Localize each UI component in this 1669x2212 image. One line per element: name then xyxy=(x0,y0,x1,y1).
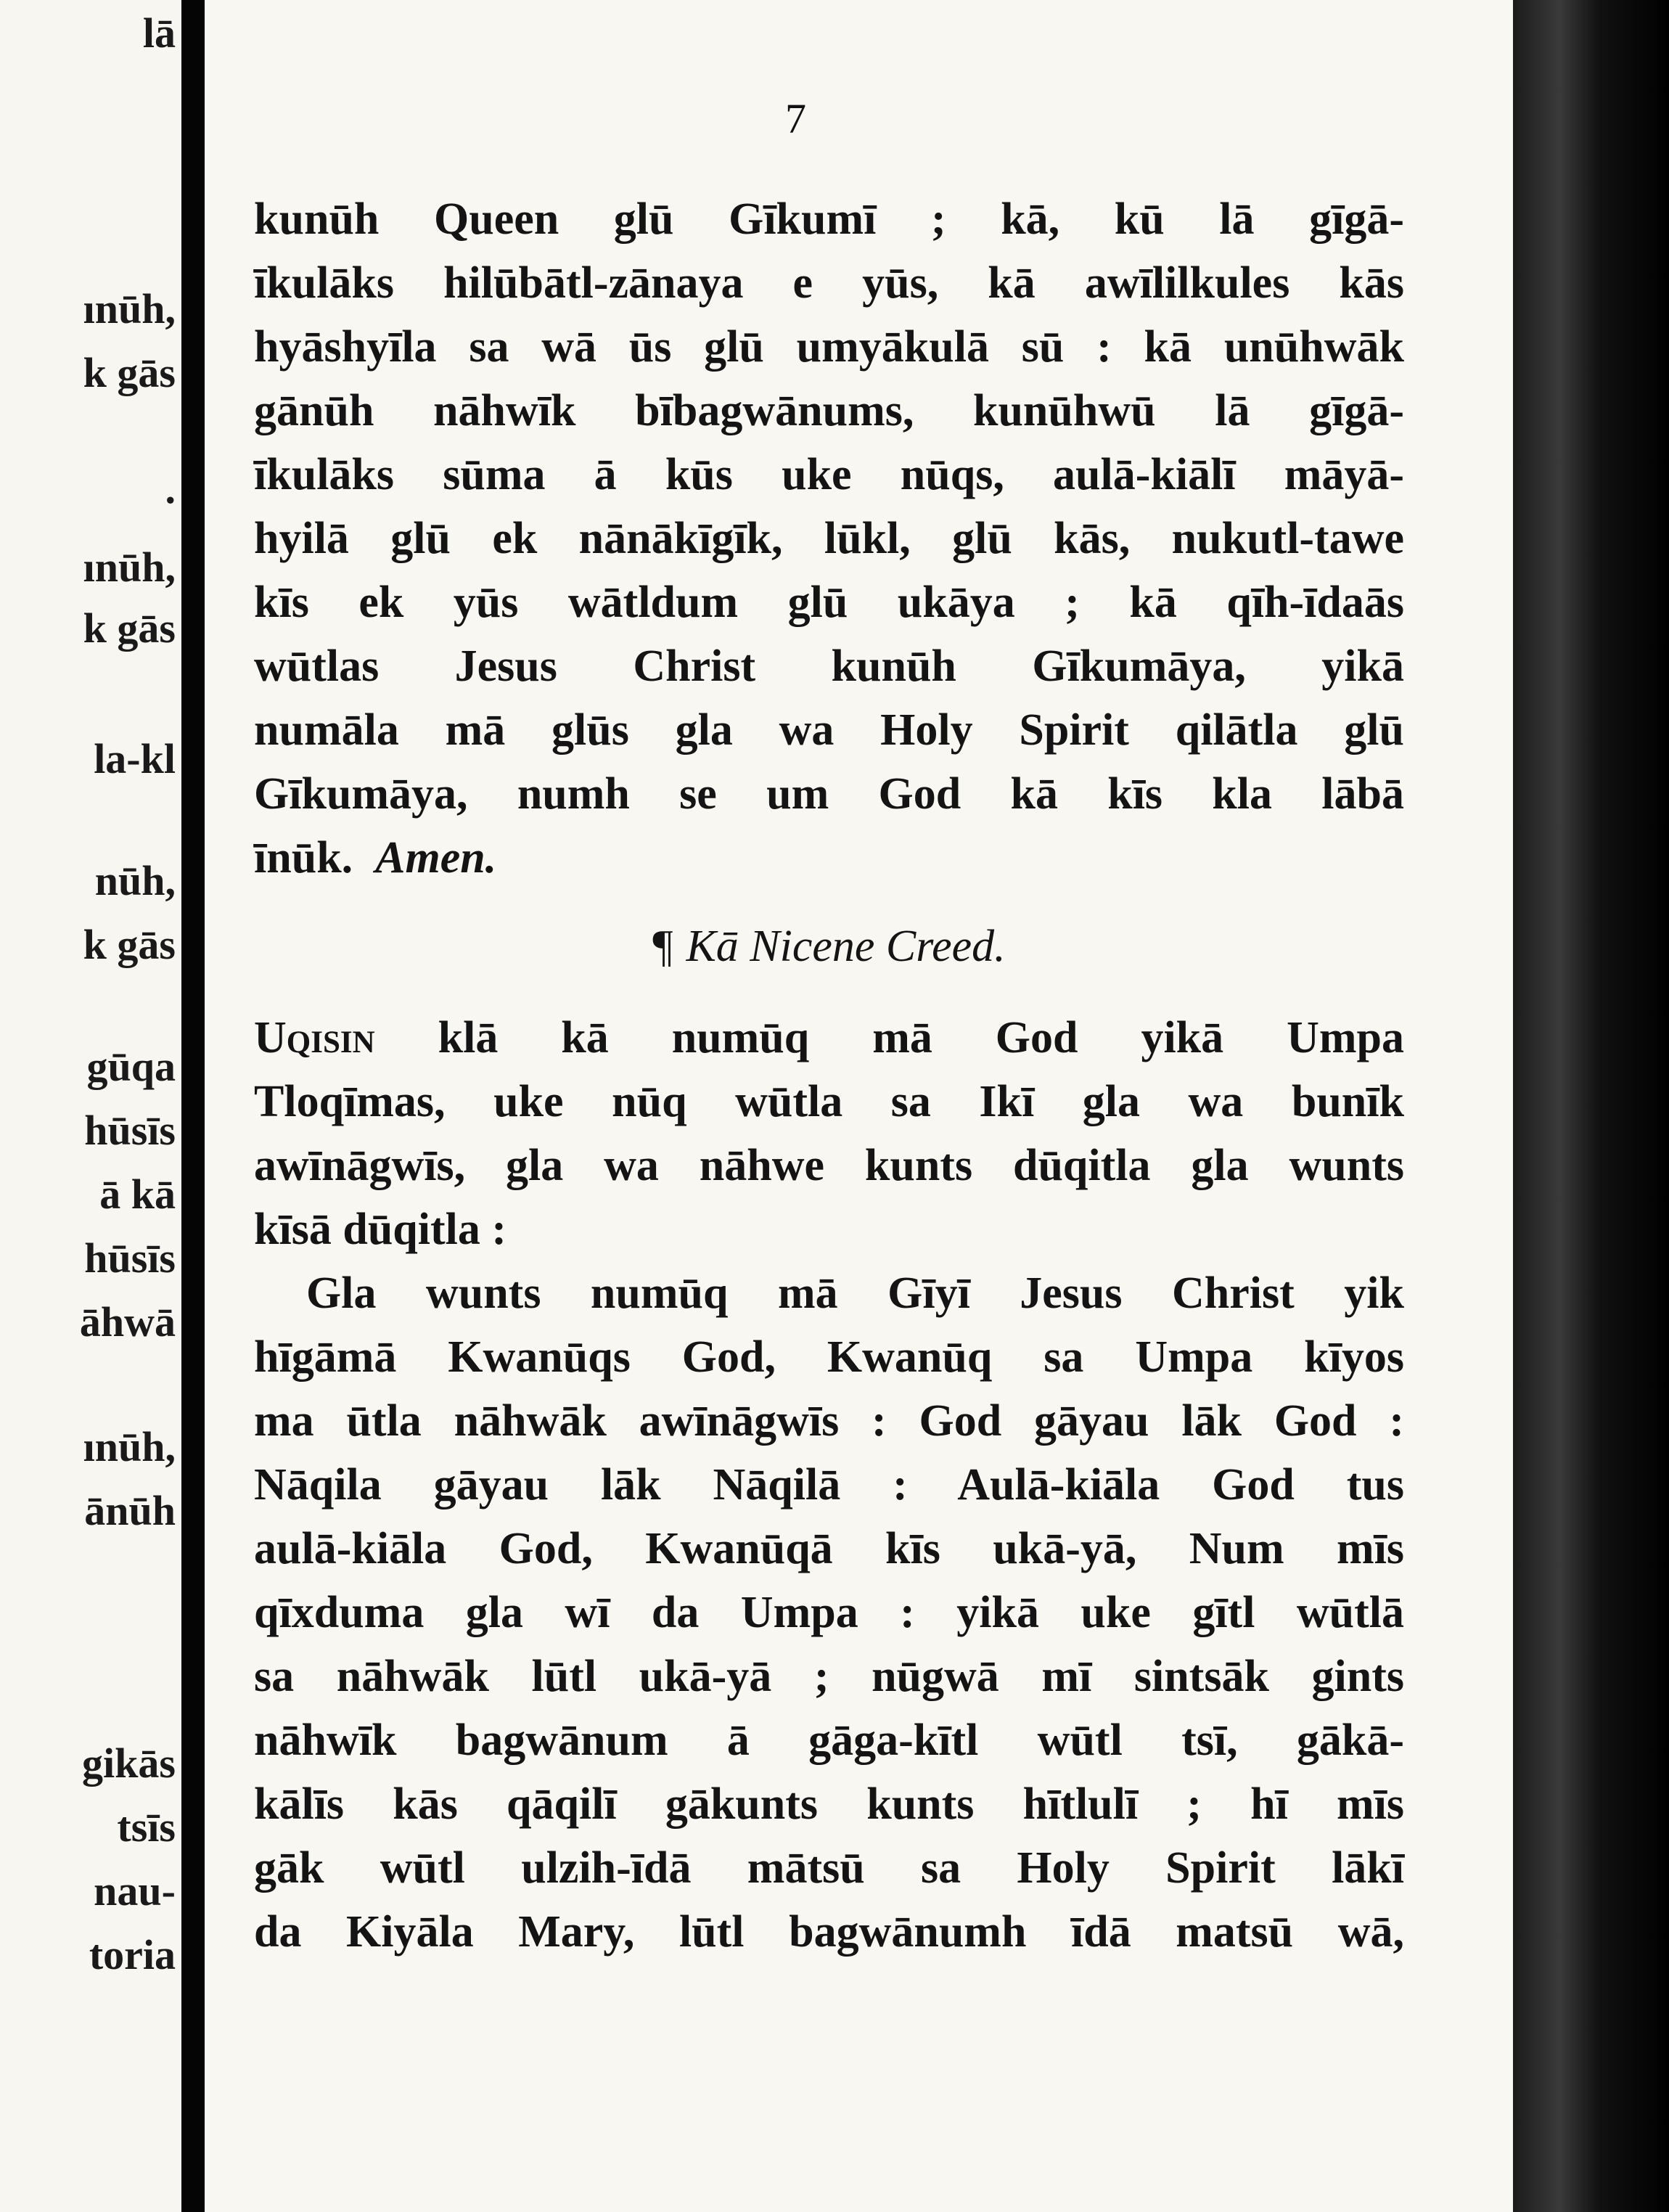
pilcrow-icon: ¶ xyxy=(652,922,673,971)
text-line: hyāshyīla sa wā ūs glū umyākulā sū : kā unūhwāk xyxy=(254,322,1404,372)
text-line: īkulāks hilūbātl-zānaya e yūs, kā awīlilkules kās xyxy=(254,258,1404,308)
left-fragment: ānūh xyxy=(84,1487,176,1534)
left-fragment: nūh, xyxy=(94,857,176,904)
text-line: kunūh Queen glū Gīkumī ; kā, kū lā gīgā- xyxy=(254,194,1404,244)
text-line: aulā-kiāla God, Kwanūqā kīs ukā-yā, Num mīs xyxy=(254,1524,1404,1573)
text-line: Nāqila gāyau lāk Nāqilā : Aulā-kiāla God tus xyxy=(254,1460,1404,1510)
left-fragment: toria xyxy=(89,1931,176,1978)
book-page xyxy=(205,0,1513,2212)
left-fragment: k gās xyxy=(83,921,176,968)
text-line: qīxduma gla wī da Umpa : yikā uke gītl wūtlā xyxy=(254,1588,1404,1637)
text-fragment: īnūk. xyxy=(254,833,353,882)
text-line xyxy=(254,1006,1404,1070)
left-fragment: lā xyxy=(142,9,176,57)
left-fragment: ā kā xyxy=(99,1171,176,1218)
left-fragment: tsīs xyxy=(117,1803,176,1851)
text-fragment: klā kā numūq mā God yikā Umpa xyxy=(438,1013,1405,1062)
left-fragment: la-kl xyxy=(94,735,176,782)
text-line: sa nāhwāk lūtl ukā-yā ; nūgwā mī sintsāk gints xyxy=(254,1652,1404,1701)
text-line: nāhwīk bagwānum ā gāga-kītl wūtl tsī, gākā- xyxy=(254,1716,1404,1765)
left-fragment: k gās xyxy=(83,605,176,652)
left-fragment: gikās xyxy=(82,1740,176,1787)
left-fragment: ınūh, xyxy=(83,1423,176,1470)
facing-page-left xyxy=(0,0,181,2212)
left-fragment: hūsīs xyxy=(84,1234,176,1282)
book-gutter xyxy=(181,0,205,2212)
page-number: 7 xyxy=(785,95,806,142)
text-line: da Kiyāla Mary, lūtl bagwānumh īdā matsū wā, xyxy=(254,1907,1404,1957)
section-heading xyxy=(254,914,1404,978)
drop-word: Uqisin xyxy=(254,1013,375,1062)
left-fragment: . xyxy=(165,465,176,512)
page-text xyxy=(254,187,1404,1964)
text-line: kālīs kās qāqilī gākunts kunts hītlulī ; hī mīs xyxy=(254,1779,1404,1829)
left-fragment: ınūh, xyxy=(83,285,176,332)
text-line xyxy=(254,826,1404,890)
left-fragment: k gās xyxy=(83,349,176,396)
text-line: wūtlas Jesus Christ kunūh Gīkumāya, yikā xyxy=(254,642,1404,691)
heading-text: Kā Nicene Creed. xyxy=(686,922,1006,971)
text-line: kīsā dūqitla : xyxy=(254,1205,507,1254)
text-line: hīgāmā Kwanūqs God, Kwanūq sa Umpa kīyos xyxy=(254,1332,1404,1382)
text-line: hyilā glū ek nānākīgīk, lūkl, glū kās, nukutl-tawe xyxy=(254,514,1404,563)
left-fragment: hūsīs xyxy=(84,1107,176,1154)
text-line: īkulāks sūma ā kūs uke nūqs, aulā-kiālī māyā- xyxy=(254,450,1404,499)
text-line: gāk wūtl ulzih-īdā mātsū sa Holy Spirit lākī xyxy=(254,1843,1404,1893)
amen: Amen. xyxy=(375,833,497,882)
text-line: gānūh nāhwīk bībagwānums, kunūhwū lā gīgā- xyxy=(254,386,1404,435)
text-line: Gīkumāya, numh se um God kā kīs kla lābā xyxy=(254,769,1404,819)
text-line: ma ūtla nāhwāk awīnāgwīs : God gāyau lāk God : xyxy=(254,1396,1404,1446)
left-fragment: nau- xyxy=(94,1867,176,1914)
text-line: numāla mā glūs gla wa Holy Spirit qilātla glū xyxy=(254,705,1404,755)
book-edge xyxy=(1513,0,1669,2212)
text-line: kīs ek yūs wātldum glū ukāya ; kā qīh-īdaās xyxy=(254,578,1404,627)
text-line: awīnāgwīs, gla wa nāhwe kunts dūqitla gla wunts xyxy=(254,1141,1404,1190)
text-line: Gla wunts numūq mā Gīyī Jesus Christ yik xyxy=(306,1269,1404,1318)
left-fragment: gūqa xyxy=(86,1043,176,1090)
text-line: Tloqīmas, uke nūq wūtla sa Ikī gla wa bunīk xyxy=(254,1077,1404,1126)
left-fragment: āhwā xyxy=(79,1298,176,1345)
left-fragment: ınūh, xyxy=(83,544,176,591)
